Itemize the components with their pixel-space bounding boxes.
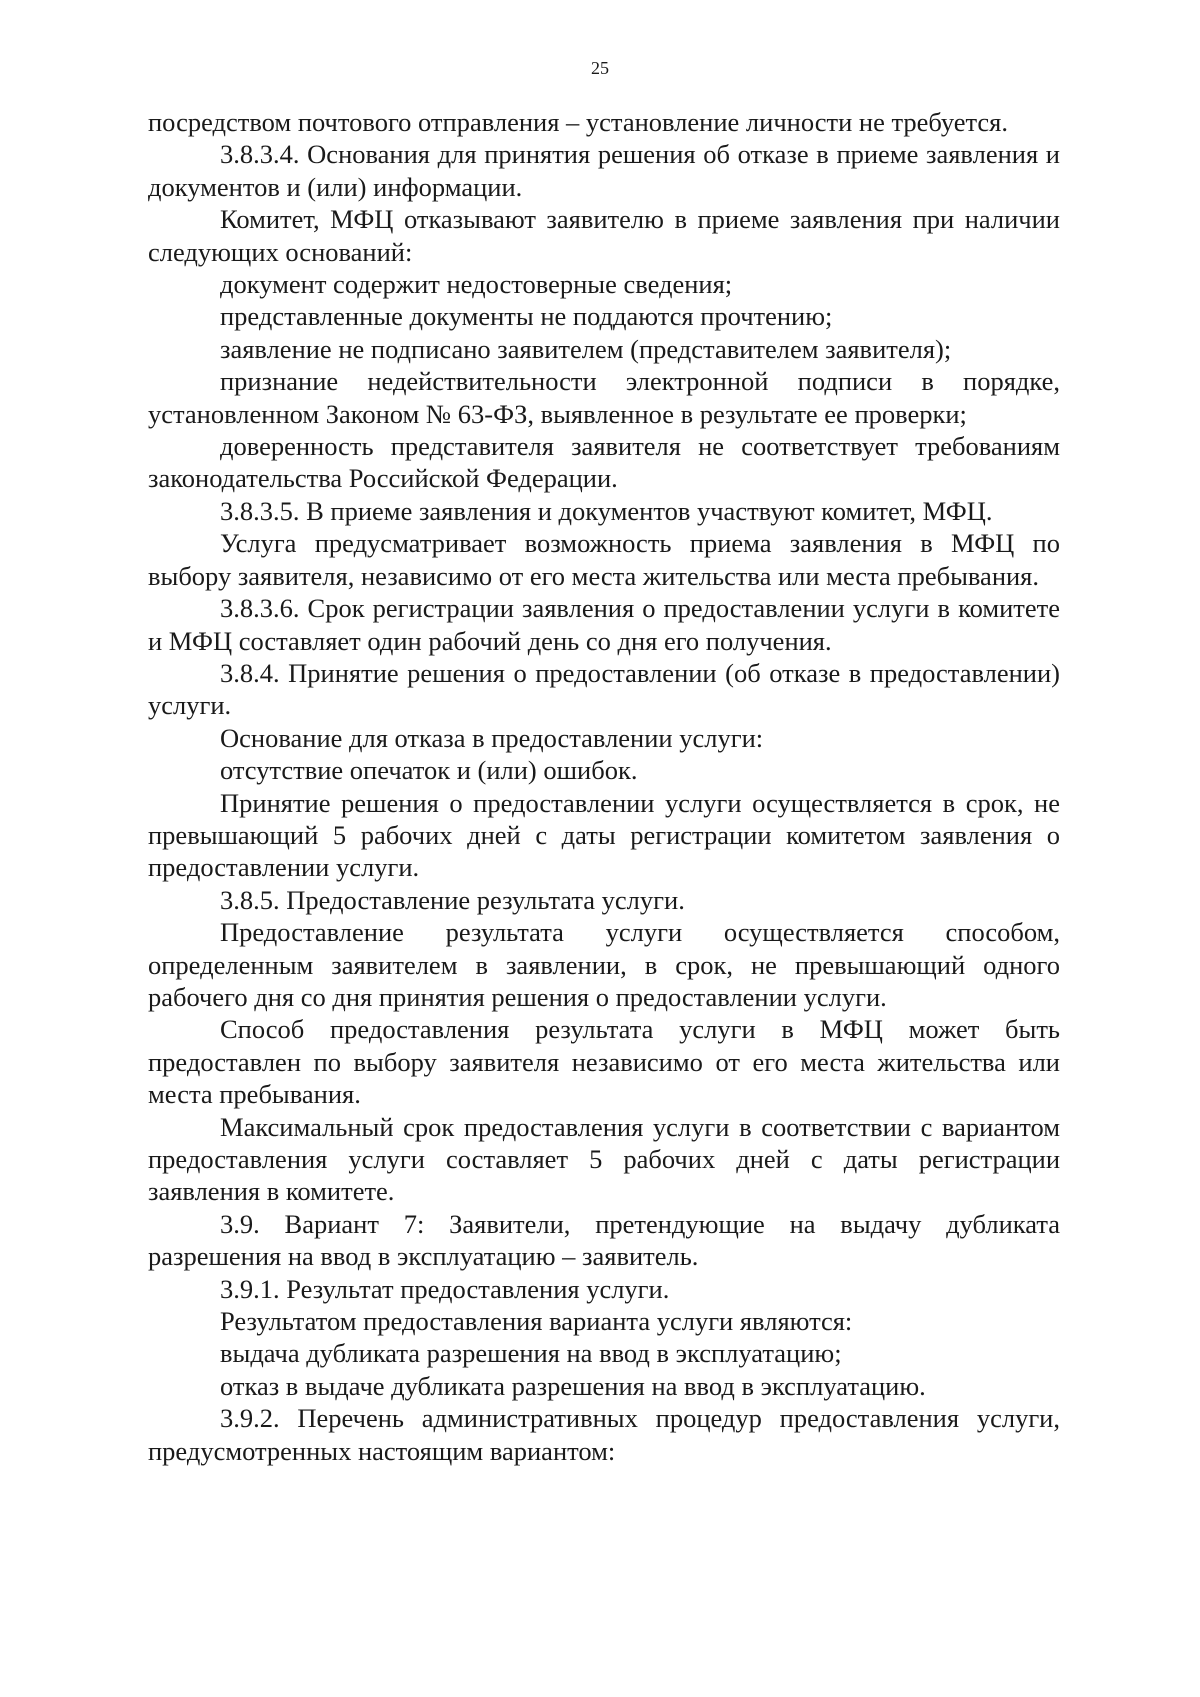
paragraph: Максимальный срок предоставления услуги в соответствии с вариантом предоставления услуги составляет 5 рабочих дней с даты регистрации заявления в комитете. bbox=[148, 1111, 1060, 1207]
list-item: заявление не подписано заявителем (представителем заявителя); bbox=[220, 333, 952, 364]
section-heading: 3.9. Вариант 7: Заявители, претендующие на выдачу дубликата разрешения на ввод в эксплуатацию – заявитель. bbox=[148, 1208, 1060, 1272]
list-item: доверенность представителя заявителя не соответствует требованиям законодательства Российской Федерации. bbox=[148, 431, 1060, 494]
list-item: признание недействительности электронной подписи в порядке, установленном Законом № 63-ФЗ, выявленное в результате ее проверки; bbox=[148, 366, 1060, 429]
paragraph: Способ предоставления результата услуги в МФЦ может быть предоставлен по выбору заявителя независимо от его места жительства или места пребывания. bbox=[148, 1014, 1060, 1110]
paragraph: Результатом предоставления варианта услуги являются: bbox=[220, 1306, 853, 1337]
paragraph: 3.8.3.4. Основания для принятия решения об отказе в приеме заявления и документов и (или) информации. bbox=[148, 139, 1060, 202]
paragraph: Принятие решения о предоставлении услуги осуществляется в срок, не превышающий 5 рабочих дней с даты регистрации комитетом заявления о предоставлении услуги. bbox=[148, 787, 1060, 883]
paragraph: Комитет, МФЦ отказывают заявителю в приеме заявления при наличии следующих оснований: bbox=[148, 204, 1060, 267]
section-heading: 3.9.2. Перечень административных процедур предоставления услуги, предусмотренных настоящим вариантом: bbox=[148, 1403, 1060, 1466]
paragraph: 3.8.3.6. Срок регистрации заявления о предоставлении услуги в комитете и МФЦ составляет один рабочий день со дня его получения. bbox=[148, 593, 1060, 656]
list-item: отказ в выдаче дубликата разрешения на ввод в эксплуатацию. bbox=[220, 1370, 926, 1401]
paragraph: Услуга предусматривает возможность приема заявления в МФЦ по выбору заявителя, независимо от его места жительства или места пребывания. bbox=[148, 528, 1060, 591]
document-body bbox=[148, 106, 1060, 1467]
section-heading: 3.9.1. Результат предоставления услуги. bbox=[220, 1273, 670, 1304]
paragraph: 3.8.3.5. В приеме заявления и документов участвуют комитет, МФЦ. bbox=[220, 495, 993, 526]
paragraph: Предоставление результата услуги осуществляется способом, определенным заявителем в заявлении, в срок, не превышающий одного рабочего дня со дня принятия решения о предоставлении услуги. bbox=[148, 917, 1060, 1012]
paragraph: посредством почтового отправления – установление личности не требуется. bbox=[148, 107, 1008, 137]
list-item: выдача дубликата разрешения на ввод в эксплуатацию; bbox=[220, 1338, 842, 1369]
page-number: 25 bbox=[591, 58, 609, 78]
list-item: представленные документы не поддаются прочтению; bbox=[220, 301, 833, 332]
section-heading: 3.8.5. Предоставление результата услуги. bbox=[220, 884, 685, 915]
list-item: отсутствие опечаток и (или) ошибок. bbox=[220, 755, 638, 786]
list-item: документ содержит недостоверные сведения; bbox=[220, 269, 733, 300]
section-heading: 3.8.4. Принятие решения о предоставлении (об отказе в предоставлении) услуги. bbox=[148, 657, 1060, 721]
paragraph: Основание для отказа в предоставлении услуги: bbox=[220, 722, 764, 753]
